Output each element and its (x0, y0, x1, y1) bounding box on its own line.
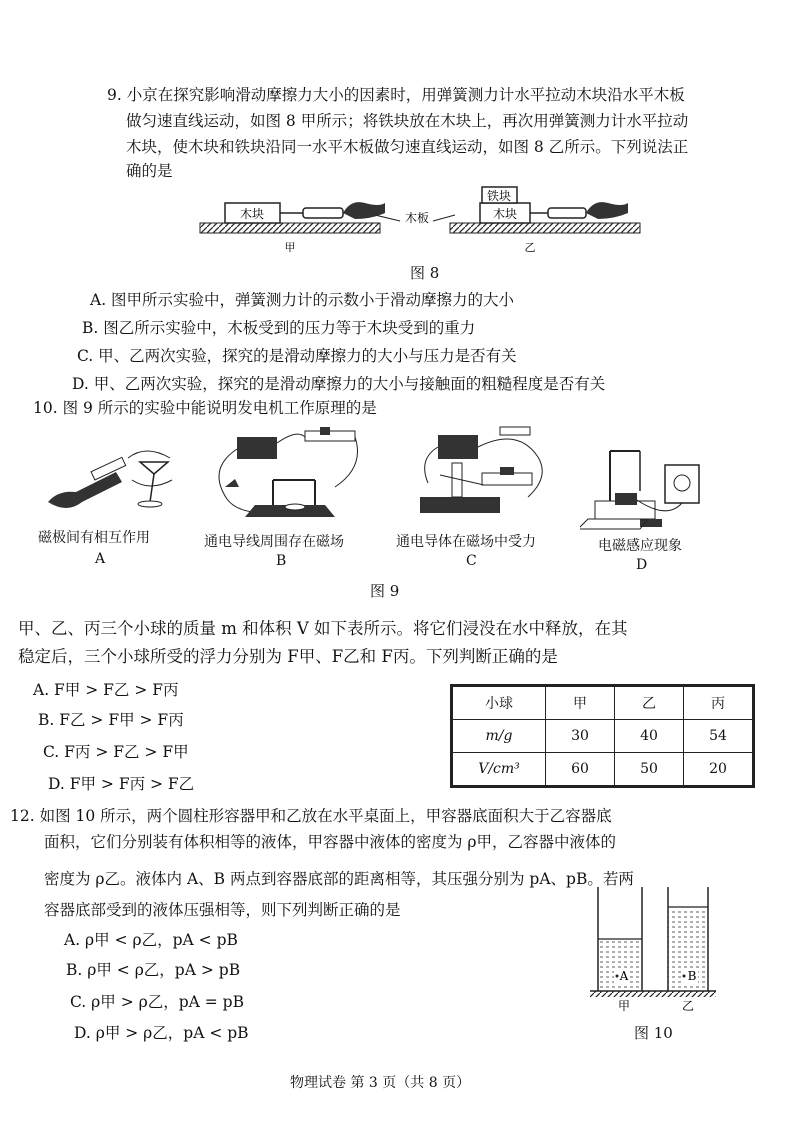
fig9d-letter: D (636, 557, 648, 573)
label-jia: 甲 (284, 241, 296, 254)
board-right (450, 223, 640, 233)
table-header-cell: 小球 (453, 687, 546, 720)
label-yi: 乙 (524, 241, 536, 254)
q9-option-a: A. 图甲所示实验中，弹簧测力计的示数小于滑动摩擦力的大小 (90, 291, 515, 309)
q11-option-d: D. F甲 > F丙 > F乙 (48, 775, 195, 793)
q11-option-c: C. F丙 > F乙 > F甲 (43, 743, 189, 761)
table-header-cell: 乙 (615, 687, 684, 720)
page-footer: 物理试卷 第 3 页（共 8 页） (290, 1075, 471, 1091)
spring-scale-jia (303, 208, 343, 218)
fig9b-caption: 通电导线周围存在磁场 (204, 534, 344, 550)
board-label: 木板 (404, 211, 430, 225)
table-cell: 20 (684, 753, 753, 786)
hand-jia (343, 202, 385, 219)
figure-8-caption: 图 8 (410, 264, 440, 282)
container-yi-label: 乙 (681, 999, 695, 1013)
fig9c-letter: C (466, 553, 477, 569)
container-jia-label: 甲 (617, 999, 631, 1013)
table-row (453, 753, 753, 786)
fig9c-caption: 通电导体在磁场中受力 (396, 534, 536, 550)
q12-line-3: 密度为 ρ乙。液体内 A、B 两点到容器底部的距离相等，其压强分别为 pA、pB。若两 (44, 870, 634, 888)
iron-block-label: 铁块 (486, 189, 512, 203)
table-cell: 30 (546, 720, 615, 753)
table-header-row (453, 687, 753, 720)
table-header-cell: 甲 (546, 687, 615, 720)
wood-block-yi-label: 木块 (492, 207, 518, 221)
figure-9a-magnets (40, 440, 190, 525)
point-b-label: B (687, 969, 697, 983)
q9-line-4: 确的是 (126, 162, 173, 180)
figure-8-friction (195, 185, 645, 255)
q9-line-2: 做匀速直线运动，如图 8 甲所示；将铁块放在木块上，再次用弹簧测力计水平拉动 (126, 112, 689, 130)
q9-option-b: B. 图乙所示实验中，木板受到的压力等于木块受到的重力 (82, 319, 476, 337)
q11-line-1: 甲、乙、丙三个小球的质量 m 和体积 V 如下表所示。将它们浸没在水中释放，在其 (18, 619, 628, 638)
table-header-cell: 丙 (684, 687, 753, 720)
q12-option-b: B. ρ甲 < ρ乙，pA > pB (66, 961, 241, 979)
q12-option-d: D. ρ甲 > ρ乙，pA < pB (74, 1024, 249, 1042)
hand-yi (586, 202, 628, 219)
q11-option-a: A. F甲 > F乙 > F丙 (33, 681, 179, 699)
q12-option-a: A. ρ甲 < ρ乙，pA < pB (64, 931, 238, 949)
point-a-label: A (619, 969, 629, 983)
q11-line-2: 稳定后，三个小球所受的浮力分别为 F甲、F乙和 F丙。下列判断正确的是 (18, 647, 558, 666)
q9-line-3: 木块，使木块和铁块沿同一水平木板做匀速直线运动，如图 8 乙所示。下列说法正 (126, 138, 689, 156)
figure-10-containers (588, 885, 718, 1015)
q10-stem: 10. 图 9 所示的实验中能说明发电机工作原理的是 (33, 399, 377, 417)
wood-block-jia-label: 木块 (239, 207, 265, 221)
q9-option-c: C. 甲、乙两次实验，探究的是滑动摩擦力的大小与压力是否有关 (77, 347, 517, 365)
q9-line-1: 9. 小京在探究影响滑动摩擦力大小的因素时，用弹簧测力计水平拉动木块沿水平木板 (107, 86, 685, 104)
fig9d-caption: 电磁感应现象 (598, 538, 682, 554)
q12-line-4: 容器底部受到的液体压强相等，则下列判断正确的是 (44, 901, 401, 919)
fig9a-letter: A (95, 551, 106, 567)
q11-option-b: B. F乙 > F甲 > F丙 (38, 711, 184, 729)
figure-9c-motor-principle (400, 425, 550, 525)
fig9a-caption: 磁极间有相互作用 (38, 530, 150, 546)
figure-10-caption: 图 10 (634, 1024, 673, 1042)
table-cell: 50 (615, 753, 684, 786)
board-left (200, 223, 380, 233)
figure-9d-induction (580, 445, 720, 535)
q12-option-c: C. ρ甲 > ρ乙，pA = pB (70, 993, 244, 1011)
q9-option-d: D. 甲、乙两次实验，探究的是滑动摩擦力的大小与接触面的粗糙程度是否有关 (72, 375, 606, 393)
figure-9-caption: 图 9 (370, 582, 400, 600)
table-cell: V/cm³ (453, 753, 546, 786)
figure-9b-oersted (215, 425, 365, 525)
table-cell: 60 (546, 753, 615, 786)
table-cell: m/g (453, 720, 546, 753)
table-row (453, 720, 753, 753)
table-cell: 54 (684, 720, 753, 753)
q12-line-1: 12. 如图 10 所示，两个圆柱形容器甲和乙放在水平桌面上，甲容器底面积大于乙容器底 (10, 807, 612, 825)
fig9b-letter: B (276, 553, 287, 569)
spring-scale-yi (548, 208, 586, 218)
q11-data-table (452, 686, 753, 786)
q12-line-2: 面积，它们分别装有体积相等的液体，甲容器中液体的密度为 ρ甲，乙容器中液体的 (44, 833, 617, 851)
table-cell: 40 (615, 720, 684, 753)
